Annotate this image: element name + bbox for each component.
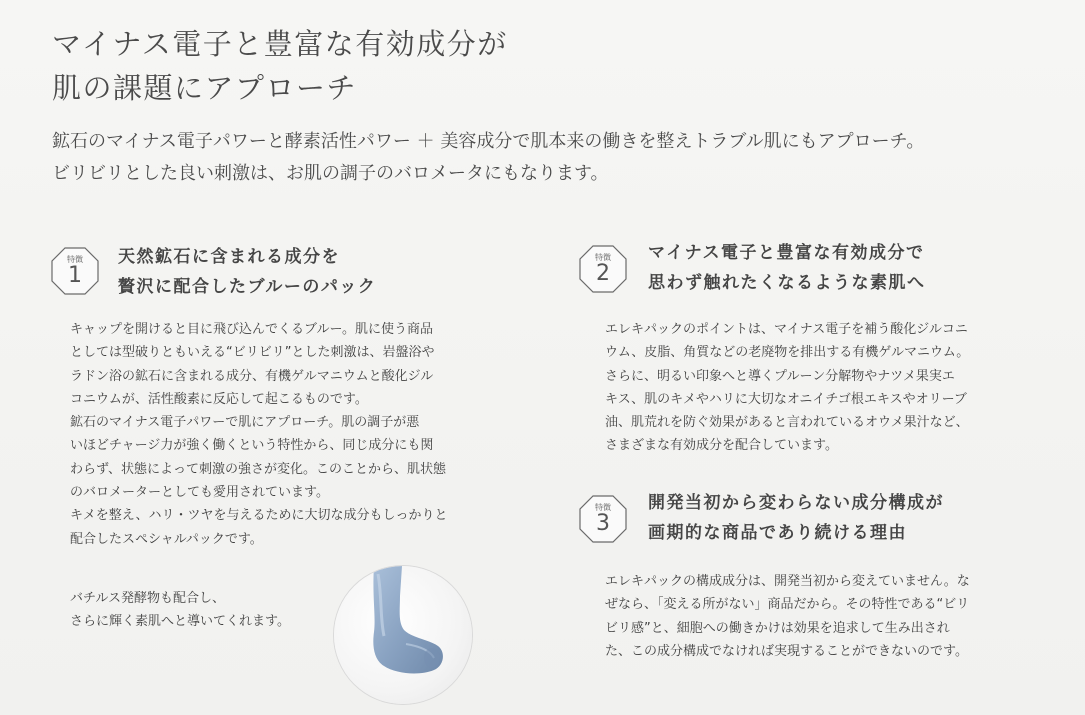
feature-1-note [70, 587, 290, 634]
body-line: ウム、皮脂、角質などの老廃物を排出する有機ゲルマニウム。 [605, 345, 970, 361]
body-line: ラドン浴の鉱石に含まれる成分、有機ゲルマニウムと酸化ジル [70, 368, 434, 384]
intro-text [52, 126, 1052, 190]
intro-line-2: ビリビリとした良い刺激は、お肌の調子のバロメータにもなります。 [52, 163, 609, 184]
title-line: 思わず触れたくなるような素肌へ [648, 273, 926, 293]
title-line: 贅沢に配合したブルーのパック [118, 277, 377, 297]
body-line: のバロメーターとしても愛用されています。 [70, 485, 329, 501]
body-line: 油、肌荒れを防ぐ効果があると言われているオウメ果汁など、 [605, 415, 969, 431]
note-line: さらに輝く素肌へと導いてくれます。 [70, 614, 290, 630]
body-line: コニウムが、活性酸素に反応して起こるものです。 [70, 391, 368, 407]
note-line: バチルス発酵物も配合し、 [70, 591, 225, 606]
feature-1-badge [50, 246, 100, 296]
badge-label: 特徴 [67, 255, 83, 264]
intro-line-1: 鉱石のマイナス電子パワーと酵素活性パワー ＋ 美容成分で肌本来の働きを整えトラブル肌にもアプローチ。 [52, 131, 925, 152]
title-line: 開発当初から変わらない成分構成が [648, 493, 944, 513]
body-line: エレキパックの構成成分は、開発当初から変えていません。な [605, 574, 970, 589]
body-line: わらず、状態によって刺激の強さが変化。このことから、肌状態 [70, 461, 446, 477]
blue-pack-image [334, 566, 472, 704]
body-line: た、この成分構成でなければ実現することができないのです。 [605, 643, 968, 659]
badge-label: 特徴 [595, 503, 611, 512]
badge-label: 特徴 [595, 253, 611, 262]
heading-line-2: 肌の課題にアプローチ [52, 71, 358, 105]
body-line: いほどチャージ力が強く働くという特性から、同じ成分にも関 [70, 438, 434, 454]
title-line: マイナス電子と豊富な有効成分で [648, 243, 925, 263]
body-line: さまざまな有効成分を配合しています。 [605, 438, 838, 454]
body-line: ぜなら、「変える所がない」商品だから。その特性である“ビリ [605, 597, 970, 613]
body-line: エレキパックのポイントは、マイナス電子を補う酸化ジルコニ [605, 322, 968, 337]
feature-2-title [648, 238, 926, 298]
body-line: としては型破りともいえる“ビリビリ”とした刺激は、岩盤浴や [70, 345, 435, 361]
blue-pack-illustration [334, 566, 472, 704]
body-line: 配合したスペシャルパックです。 [70, 531, 263, 547]
body-line: ビリ感”と、細胞への働きかけは効果を追求して生み出され [605, 620, 950, 636]
body-line: キメを整え、ハリ・ツヤを与えるために大切な成分もしっかりと [70, 508, 448, 524]
body-line: キス、肌のキメやハリに大切なオニイチゴ根エキスやオリーブ [605, 391, 967, 407]
feature-2-body [605, 318, 969, 458]
body-line: キャップを開けると目に飛び込んでくるブルー。肌に使う商品 [70, 322, 433, 337]
body-line: 鉱石のマイナス電子パワーで肌にアプローチ。肌の調子が悪 [70, 415, 420, 431]
badge-number: 1 [68, 263, 82, 288]
feature-3-badge [578, 494, 628, 544]
feature-2-badge [578, 244, 628, 294]
badge-number: 2 [596, 261, 610, 286]
title-line: 天然鉱石に含まれる成分を [118, 247, 340, 267]
body-line: さらに、明るい印象へと導くプルーン分解物やナツメ果実エ [605, 368, 955, 384]
feature-1-body [70, 318, 448, 551]
feature-3-body [605, 570, 970, 663]
title-line: 画期的な商品であり続ける理由 [648, 523, 907, 543]
heading-line-1: マイナス電子と豊富な有効成分が [52, 27, 508, 61]
feature-3-title [648, 488, 944, 548]
badge-number: 3 [596, 511, 610, 536]
page-heading [52, 22, 508, 110]
feature-1-title [118, 242, 376, 302]
